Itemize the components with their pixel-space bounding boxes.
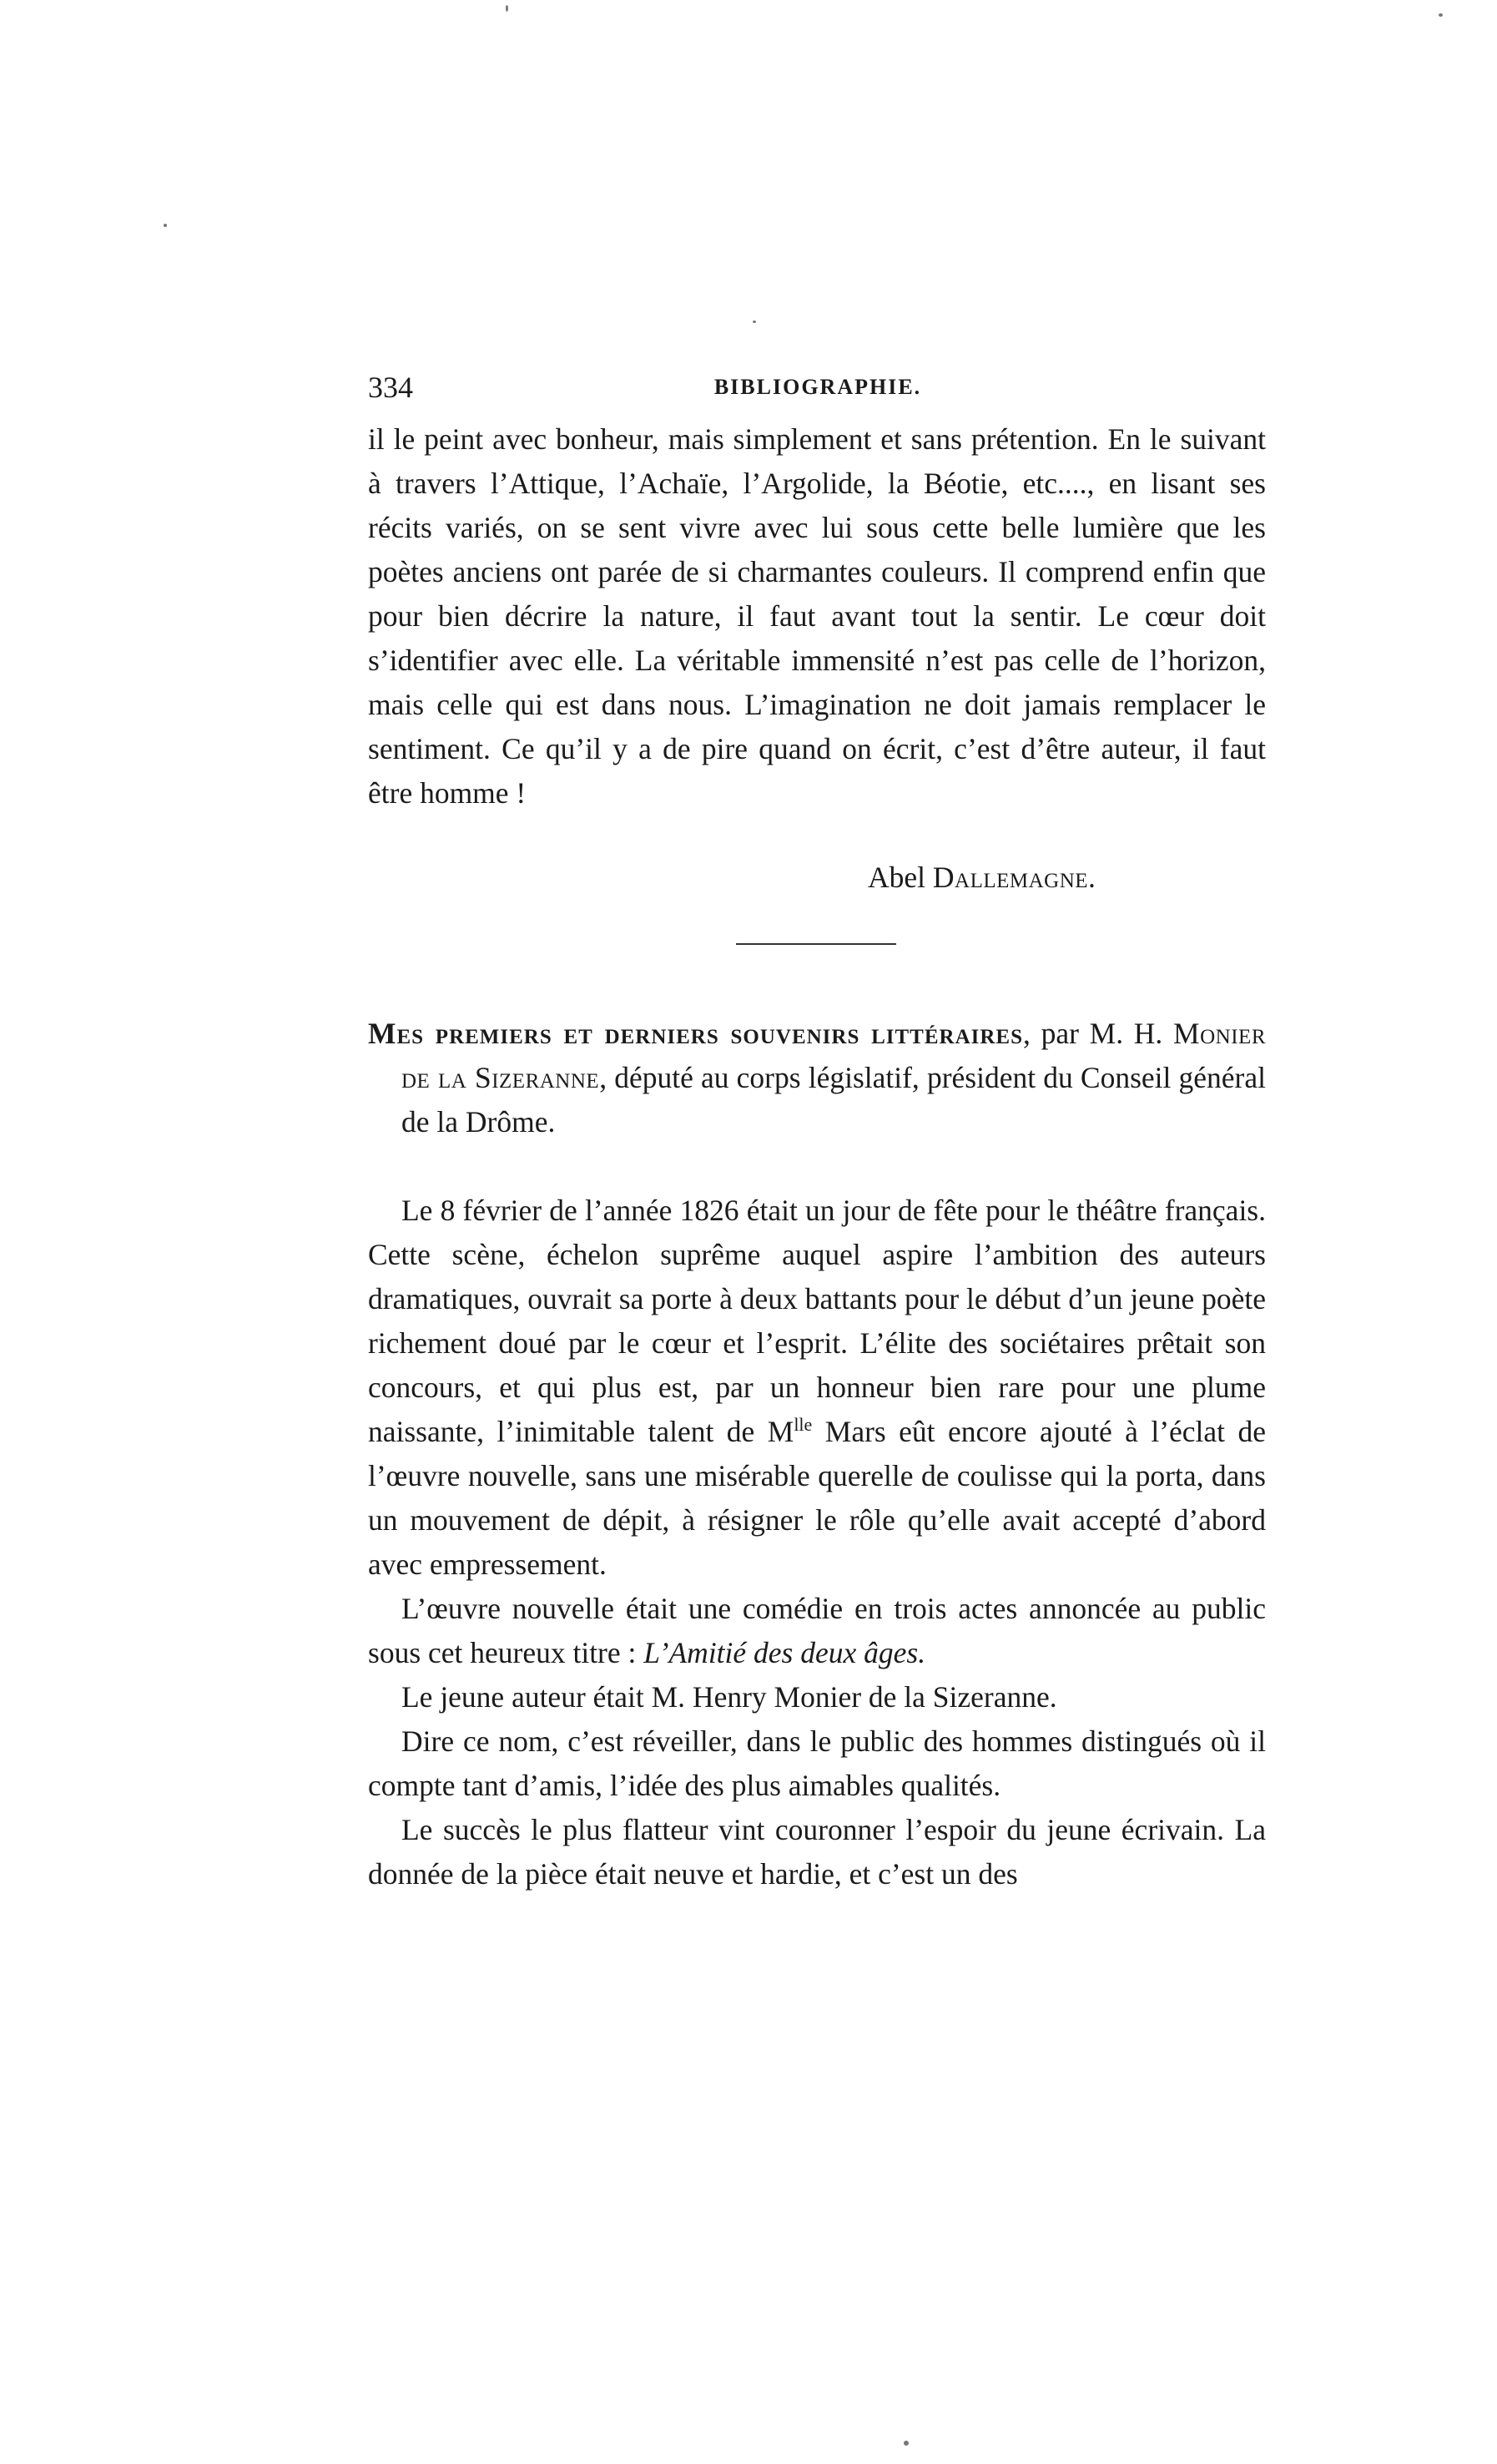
- running-head: [368, 362, 1268, 412]
- section-divider: [736, 943, 896, 945]
- scan-speck: [506, 5, 508, 12]
- running-title: BIBLIOGRAPHIE.: [713, 375, 922, 399]
- author-description: , député au corps législatif, président du Conseil général de la Drôme.: [401, 1061, 1266, 1139]
- play-title: L’Amitié des deux âges.: [643, 1636, 926, 1669]
- scan-speck: [164, 224, 167, 227]
- book-title-by: , par M. H.: [1022, 1017, 1163, 1050]
- signature-surname: Dallemagne.: [932, 861, 1096, 894]
- body-paragraph: Dire ce nom, c’est réveiller, dans le public des hommes distingués où il compte tant d’amis, l’idée des plus aimables qualités.: [368, 1724, 1266, 1802]
- book-title: Mes premiers et derniers souvenirs littéraires: [368, 1017, 1023, 1050]
- body-paragraph: Le succès le plus flatteur vint couronner l’espoir du jeune écrivain. La donnée de la pièce était neuve et hardie, et c’est un des: [368, 1813, 1266, 1891]
- scan-speck: [904, 2441, 909, 2446]
- review-body: [368, 1189, 1266, 1896]
- review-signature: [868, 856, 1096, 900]
- body-paragraph: L’œuvre nouvelle était une comédie en trois actes annoncée au public sous cet heureux titre : L’Amitié des deux âges.: [368, 1592, 1266, 1669]
- body-paragraph: il le peint avec bonheur, mais simplement et sans prétention. En le suivant à travers l’Attique, l’Achaïe, l’Argolide, la Béotie, etc...., en lisant ses récits variés, on se sent vivre avec lui sous cette belle lumière que les poètes anciens ont parée de si charmantes couleurs. Il comprend enfin que pour bien décrire la nature, il faut avant tout la sentir. Le cœur doit s’identifier avec elle. La véritable immensité n’est pas celle de l’horizon, mais celle qui est dans nous. L’imagination ne doit jamais remplacer le sentiment. Ce qu’il y a de pire quand on écrit, c’est d’être auteur, il faut être homme !: [368, 422, 1266, 810]
- body-paragraph: Le 8 février de l’année 1826 était un jour de fête pour le théâtre français. Cette scène, échelon suprême auquel aspire l’ambition des auteurs dramatiques, ouvrait sa porte à deux battants pour le début d’un jeune poète richement doué par le cœur et l’esprit. L’élite des sociétaires prêtait son concours, et qui plus est, par un honneur bien rare pour une plume naissante, l’inimitable talent de $M^{lle}$ Mars eût encore ajouté à l’éclat de l’œuvre nouvelle, sans une misérable querelle de coulisse qui la porta, dans un mouvement de dépit, à résigner le rôle qu’elle avait accepté d’abord avec empressement.: [368, 1194, 1266, 1581]
- signature-first-name: Abel: [868, 861, 926, 894]
- review-heading: [368, 1012, 1266, 1144]
- superscript-abbreviation: lle: [794, 1414, 813, 1436]
- body-paragraph: Le jeune auteur était M. Henry Monier de la Sizeranne.: [401, 1680, 1057, 1714]
- previous-review-ending: [368, 417, 1266, 815]
- page-number: 334: [368, 371, 413, 404]
- scan-speck: [753, 321, 756, 323]
- scan-speck: [1439, 13, 1443, 17]
- book-author: Monier de la Sizeranne: [401, 1017, 1266, 1094]
